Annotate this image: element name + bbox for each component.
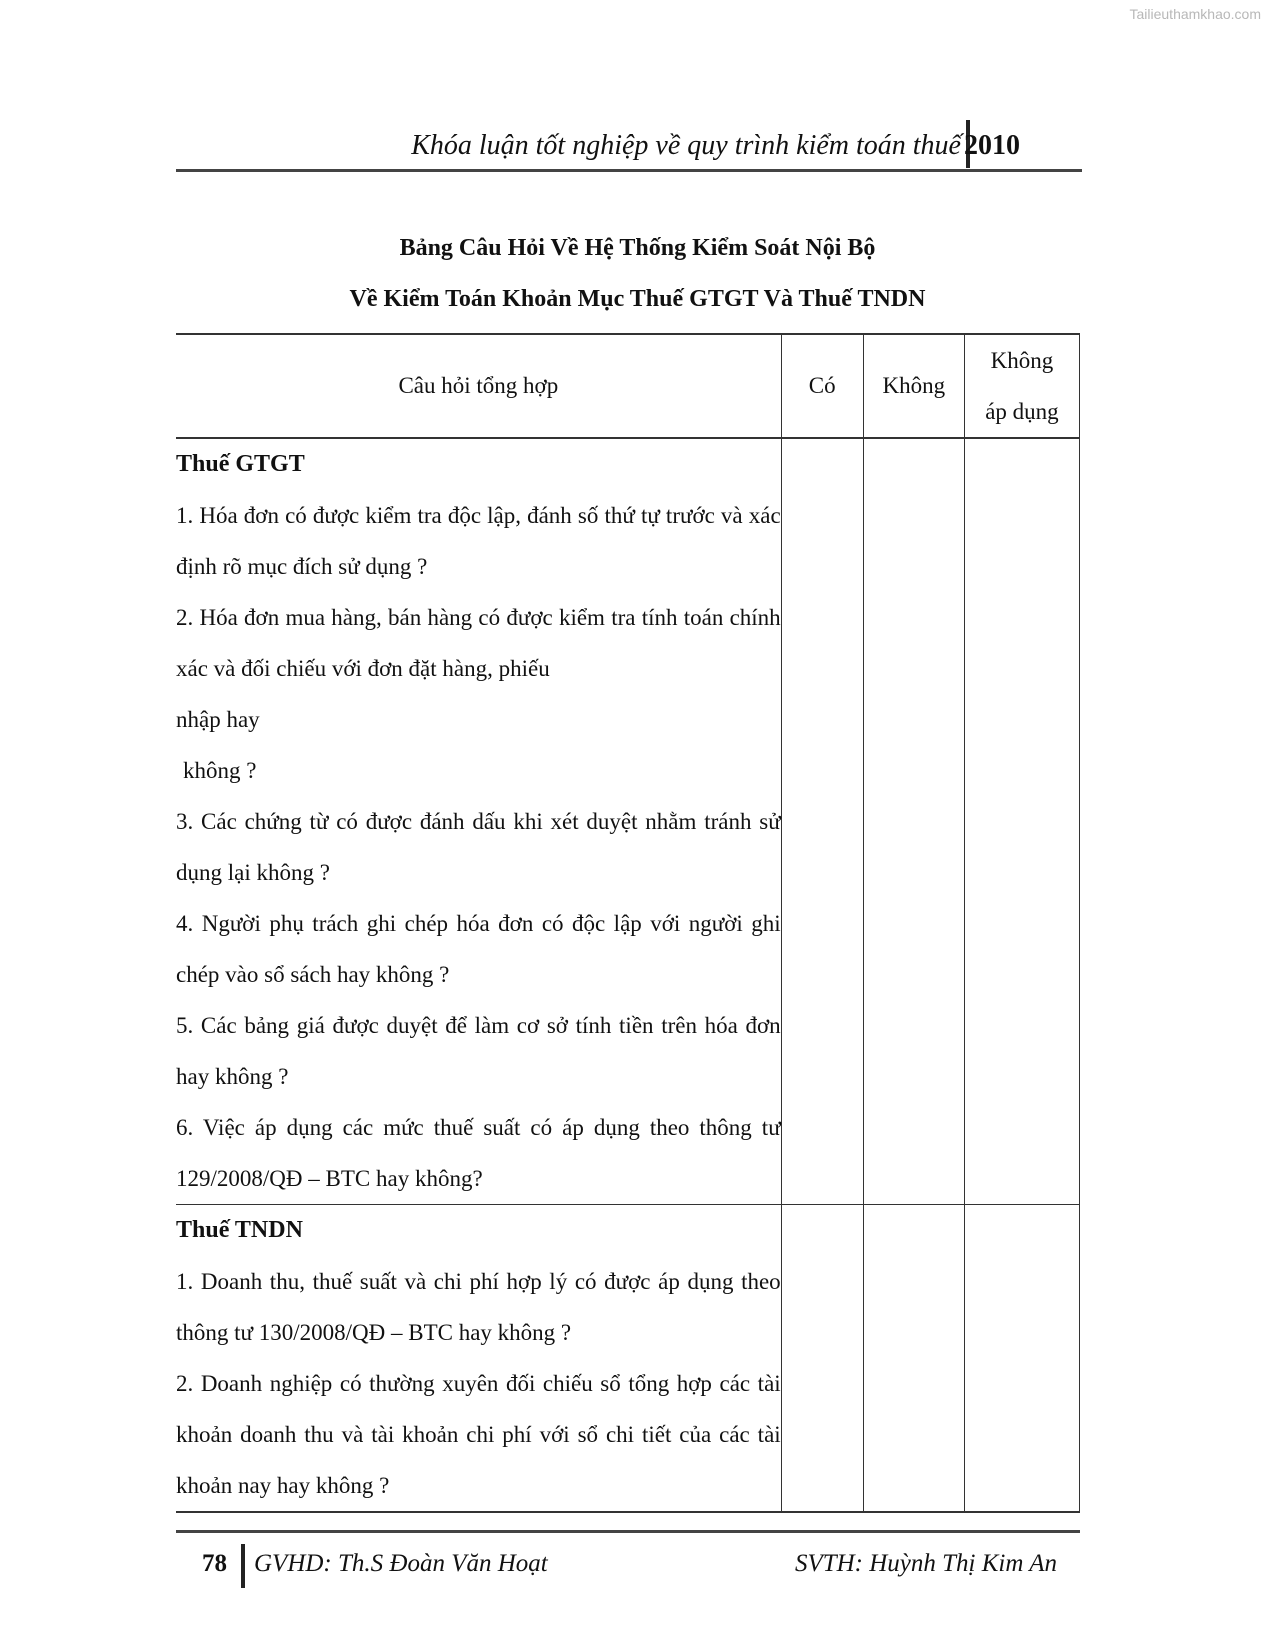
footer-advisor: GVHD: Th.S Đoàn Văn Hoạt [254,1550,548,1577]
question-item: 2. Hóa đơn mua hàng, bán hàng có được kiểm tra tính toán chính xác và đối chiếu với đơn đặt hàng, phiếu [176,605,781,681]
footer-student: SVTH: Huỳnh Thị Kim An [794,1550,1057,1577]
question-item: không ? [183,758,257,783]
column-header-not-applicable-line2: áp dụng [985,399,1059,424]
question-item: 3. Các chứng từ có được đánh dấu khi xét duyệt nhằm tránh sử dụng lại không ? [176,809,781,885]
question-item: nhập hay [176,707,260,732]
column-header-question: Câu hỏi tổng hợp [176,334,781,438]
section-label: Thuế TNDN [176,1217,303,1243]
answer-cell-no[interactable] [863,438,964,1205]
document-title-line1: Bảng Câu Hỏi Về Hệ Thống Kiểm Soát Nội Bộ [399,235,876,261]
section-gtgt-questions [176,438,781,1205]
header-title: Khóa luận tốt nghiệp về quy trình kiểm toán thuế [411,130,961,161]
answer-cell-no[interactable] [863,1205,964,1513]
page-footer [176,1530,1080,1590]
question-item: 2. Doanh nghiệp có thường xuyên đối chiếu sổ tổng hợp các tài khoản doanh thu và tài khoản chi phí với sổ chi tiết của các tài khoản nay hay không ? [176,1371,781,1498]
footer-rule [176,1530,1080,1533]
question-item: 6. Việc áp dụng các mức thuế suất có áp dụng theo thông tư 129/2008/QĐ – BTC hay không? [176,1115,781,1191]
question-item: 4. Người phụ trách ghi chép hóa đơn có độc lập với người ghi chép vào sổ sách hay không ? [176,911,781,987]
header-rule [176,169,1082,172]
column-header-no: Không [863,334,964,438]
page-header [176,118,1082,170]
section-tndn-questions [176,1205,781,1513]
table-section-tndn [176,1205,1080,1513]
footer-separator [241,1544,245,1588]
section-label: Thuế GTGT [176,451,305,477]
table-section-gtgt [176,438,1080,1205]
column-header-not-applicable-line1: Không [990,348,1054,373]
question-item: 1. Doanh thu, thuế suất và chi phí hợp lý có được áp dụng theo thông tư 130/2008/QĐ – BTC hay không ? [176,1269,781,1345]
answer-cell-yes[interactable] [781,438,863,1205]
page-number: 78 [202,1550,227,1577]
header-year: 2010 [964,130,1020,161]
answer-cell-not-applicable[interactable] [964,438,1079,1205]
document-title-line2: Về Kiểm Toán Khoản Mục Thuế GTGT Và Thuế TNDN [349,286,926,312]
table-header-row [176,334,1080,438]
answer-cell-not-applicable[interactable] [964,1205,1079,1513]
watermark: Tailieuthamkhao.com [1129,6,1261,22]
answer-cell-yes[interactable] [781,1205,863,1513]
questionnaire-table [176,333,1080,1513]
column-header-yes: Có [781,334,863,438]
column-header-not-applicable [964,334,1079,438]
question-item: 1. Hóa đơn có được kiểm tra độc lập, đánh số thứ tự trước và xác định rõ mục đích sử dụng ? [176,503,781,579]
question-item: 5. Các bảng giá được duyệt để làm cơ sở tính tiền trên hóa đơn hay không ? [176,1013,781,1089]
